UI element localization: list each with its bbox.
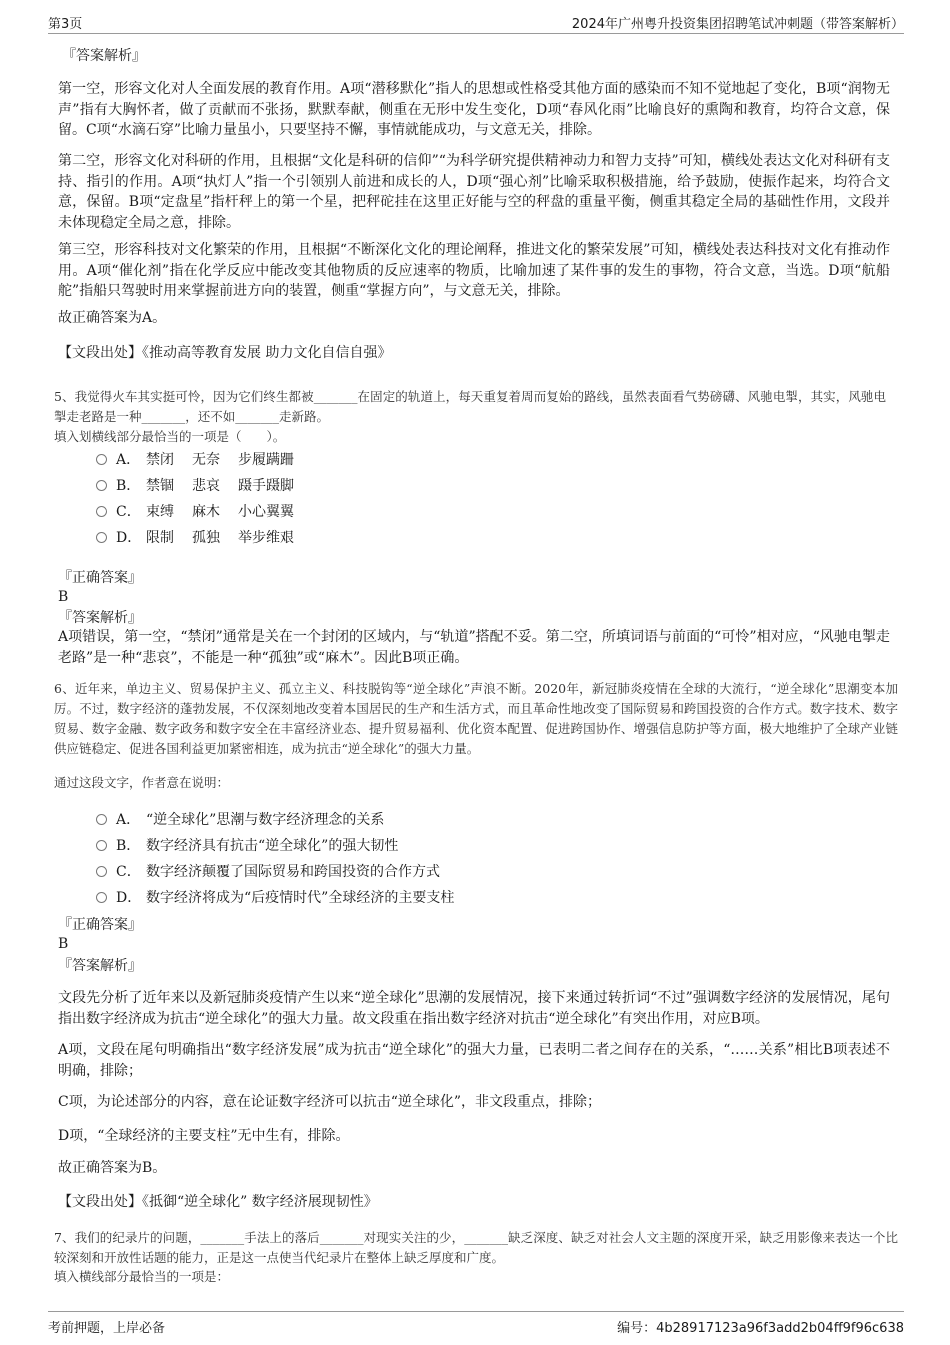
radio-icon[interactable] — [96, 866, 107, 877]
q7-prompt: 填入横线部分最恰当的一项是： — [54, 1269, 230, 1284]
q6-analysis-p2: A项，文段在尾句明确指出“数字经济发展”成为抗击“逆全球化”的强大力量，已表明二者之间存在的关系，“……关系”相比B项表述不明确，排除； — [58, 1042, 890, 1079]
footer-slogan: 考前押题，上岸必备 — [48, 1321, 166, 1336]
radio-icon[interactable] — [96, 454, 107, 465]
radio-icon[interactable] — [96, 840, 107, 851]
q6-analysis-p3: C项，为论述部分的内容，意在论证数字经济可以抗击“逆全球化”，非文段重点，排除； — [58, 1094, 602, 1110]
radio-icon[interactable] — [96, 480, 107, 491]
q5-option-a[interactable]: A． 禁闭 无奈 步履蹒跚 — [96, 450, 294, 470]
q6-conclusion: 故正确答案为B。 — [58, 1160, 167, 1176]
q6-prompt: 通过这段文字，作者意在说明： — [54, 775, 230, 790]
page-number: 第3页 — [48, 17, 83, 32]
q4-analysis-p2: 第二空，形容文化对科研的作用，且根据“文化是科研的信仰”“为科学研究提供精神动力和智力支持”可知，横线处表达文化对科研有支持、指引的作用。A项“执灯人”指一个引领别人前进和成长的人，D项“强心剂”比喻采取积极措施，给予鼓励，使振作起来，均符合文意，保留。B项“定盘星”指杆秤上的第一个星，把秤砣挂在这里正好能与空的秤盘的重量平衡，侧重其稳定全局的基础性作用，文段并未体现稳定全局之意，排除。 — [58, 153, 890, 231]
q6-stem: 6、近年来，单边主义、贸易保护主义、孤立主义、科技脱钩等“逆全球化”声浪不断。2020年，新冠肺炎疫情在全球的大流行，“逆全球化”思潮变本加厉。不过，数字经济的蓬勃发展，不仅深刻地改变着本国居民的生产和生活方式，而且革命性地改变了国际贸易和跨国投资的合作方式。数字技术、数字贸易、数字金融、数字政务和数字安全在丰富经济业态、提升贸易福利、优化资本配置、促进跨国协作、增强信息防护等方面，极大地维护了全球产业链供应链稳定、促进各国利益更加紧密相连，成为抗击“逆全球化”的强大力量。 — [54, 681, 898, 756]
q5-option-b[interactable]: B． 禁锢 悲哀 蹑手蹑脚 — [96, 476, 294, 496]
q6-analysis-label: 『答案解析』 — [58, 958, 142, 974]
document-id: 编号：4b28917123a96f3add2b04ff9f96c638 — [617, 1321, 904, 1336]
q5-option-c[interactable]: C． 束缚 麻木 小心翼翼 — [96, 502, 294, 522]
q5-answer: B — [58, 589, 69, 605]
q5-prompt: 填入划横线部分最恰当的一项是（ ）。 — [54, 429, 286, 444]
q6-answer-label: 『正确答案』 — [58, 917, 142, 933]
q5-answer-label: 『正确答案』 — [58, 570, 142, 586]
q5-stem: 5、我觉得火车其实挺可怜，因为它们终生都被_______在固定的轨道上，每天重复着周而复始的路线，虽然表面看气势磅礴、风驰电掣，其实，风驰电掣走老路是一种_______，还不如_______走新路。 — [54, 389, 886, 424]
q4-analysis-p3: 第三空，形容科技对文化繁荣的作用，且根据“不断深化文化的理论阐释，推进文化的繁荣发展”可知，横线处表达科技对文化有推动作用。A项“催化剂”指在化学反应中能改变其他物质的反应速率的物质，比喻加速了某件事的发生的事物，符合文意，当选。D项“航船舵”指船只驾驶时用来掌握前进方向的装置，侧重“掌握方向”，与文意无关，排除。 — [58, 242, 890, 299]
q6-option-b[interactable]: B． 数字经济具有抗击“逆全球化”的强大韧性 — [96, 836, 398, 856]
q6-answer: B — [58, 936, 69, 952]
q5-analysis-label: 『答案解析』 — [58, 610, 142, 626]
q6-option-d[interactable]: D． 数字经济将成为“后疫情时代”全球经济的主要支柱 — [96, 888, 454, 908]
radio-icon[interactable] — [96, 892, 107, 903]
q4-source: 【文段出处】《推动高等教育发展 助力文化自信自强》 — [58, 345, 392, 361]
q6-source: 【文段出处】《抵御“逆全球化” 数字经济展现韧性》 — [58, 1194, 378, 1210]
q5-analysis: A项错误，第一空，“禁闭”通常是关在一个封闭的区域内，与“轨道”搭配不妥。第二空，所填词语与前面的“可怜”相对应，“风驰电掣走老路”是一种“悲哀”，不能是一种“孤独”或“麻木”。因此B项正确。 — [58, 629, 890, 666]
q7-stem: 7、我们的纪录片的问题，_______手法上的落后_______对现实关注的少，_______缺乏深度、缺乏对社会人文主题的深度开采，缺乏用影像来表达一个比较深刻和开放性话题的能力，正是这一点使当代纪录片在整体上缺乏厚度和广度。 — [54, 1230, 898, 1265]
q4-analysis-p1: 第一空，形容文化对人全面发展的教育作用。A项“潜移默化”指人的思想或性格受其他方面的感染而不知不觉地起了变化，B项“润物无声”指有大胸怀者，做了贡献而不张扬，默默奉献，侧重在无形中发生变化，D项“春风化雨”比喻良好的熏陶和教育，均符合文意，保留。C项“水滴石穿”比喻力量虽小，只要坚持不懈，事情就能成功，与文意无关，排除。 — [58, 81, 890, 138]
page-header — [48, 13, 904, 34]
q6-analysis-p1: 文段先分析了近年来以及新冠肺炎疫情产生以来“逆全球化”思潮的发展情况，接下来通过转折词“不过”强调数字经济的发展情况，尾句指出数字经济成为抗击“逆全球化”的强大力量。故文段重在指出数字经济对抗击“逆全球化”有突出作用，对应B项。 — [58, 990, 890, 1027]
q4-conclusion: 故正确答案为A。 — [58, 310, 167, 326]
q6-analysis-p4: D项，“全球经济的主要支柱”无中生有，排除。 — [58, 1128, 350, 1144]
document-title: 2024年广州粤升投资集团招聘笔试冲刺题（带答案解析） — [571, 17, 904, 32]
radio-icon[interactable] — [96, 532, 107, 543]
q4-analysis-label: 『答案解析』 — [62, 48, 146, 64]
q6-option-a[interactable]: A． “逆全球化”思潮与数字经济理念的关系 — [96, 810, 384, 830]
q6-option-c[interactable]: C． 数字经济颠覆了国际贸易和跨国投资的合作方式 — [96, 862, 440, 882]
radio-icon[interactable] — [96, 814, 107, 825]
page-footer — [48, 1311, 904, 1336]
radio-icon[interactable] — [96, 506, 107, 517]
q5-option-d[interactable]: D． 限制 孤独 举步维艰 — [96, 528, 294, 548]
